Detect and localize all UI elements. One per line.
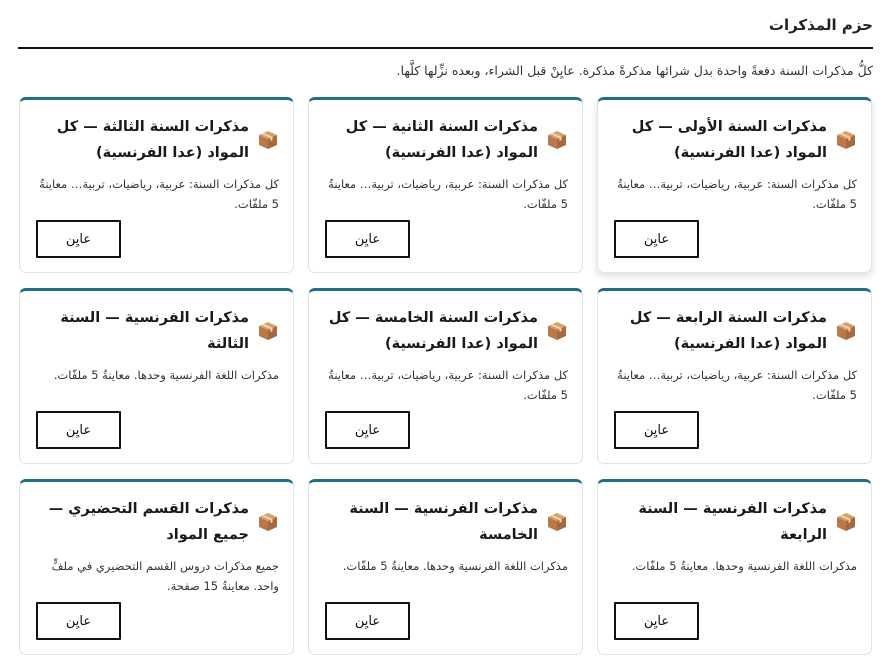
bundle-description: جميع مذكرات دروس القسم التحضيري في ملفٍّ واحد. معاينةُ 15 صفحة. <box>51 559 279 593</box>
bundle-title: مذكرات السنة الخامسة — كل المواد (عدا الفرنسية) <box>328 310 538 352</box>
bundles-grid <box>19 97 872 655</box>
bundle-title: مذكرات الفرنسية — السنة الرابعة <box>638 501 827 543</box>
view-bundle-button[interactable]: عايِن <box>36 220 121 258</box>
package-icon <box>257 320 279 342</box>
view-bundle-button[interactable]: عايِن <box>325 602 410 640</box>
bundle-card <box>308 288 583 464</box>
bundle-title: مذكرات السنة الرابعة — كل المواد (عدا الفرنسية) <box>629 310 827 352</box>
bundle-card <box>19 97 294 273</box>
bundle-card <box>597 97 872 273</box>
bundle-card <box>597 288 872 464</box>
bundle-description: مذكرات اللغة الفرنسية وحدها. معاينةُ 5 ملفّات. <box>342 559 568 573</box>
bundle-card <box>597 479 872 655</box>
package-icon <box>546 129 568 151</box>
bundle-description: كل مذكرات السنة: عربية، رياضيات، تربية… معاينةُ 5 ملفّات. <box>328 177 568 211</box>
view-bundle-button[interactable]: عايِن <box>325 411 410 449</box>
bundle-card <box>308 97 583 273</box>
bundle-title: مذكرات القسم التحضيري — جميع المواد <box>48 501 249 543</box>
package-icon <box>835 320 857 342</box>
bundle-title: مذكرات السنة الأولى — كل المواد (عدا الفرنسية) <box>631 119 827 161</box>
view-bundle-button[interactable]: عايِن <box>36 602 121 640</box>
bundle-description: كل مذكرات السنة: عربية، رياضيات، تربية… معاينةُ 5 ملفّات. <box>617 177 857 211</box>
title-divider <box>18 47 873 49</box>
bundle-card <box>19 479 294 655</box>
bundle-title: مذكرات السنة الثالثة — كل المواد (عدا الفرنسية) <box>56 119 249 161</box>
bundle-description: مذكرات اللغة الفرنسية وحدها. معاينةُ 5 ملفّات. <box>631 559 857 573</box>
bundle-title: مذكرات الفرنسية — السنة الخامسة <box>349 501 538 543</box>
bundle-description: مذكرات اللغة الفرنسية وحدها. معاينةُ 5 ملفّات. <box>53 368 279 382</box>
bundle-description: كل مذكرات السنة: عربية، رياضيات، تربية… معاينةُ 5 ملفّات. <box>328 368 568 402</box>
package-icon <box>835 129 857 151</box>
bundle-description: كل مذكرات السنة: عربية، رياضيات، تربية… معاينةُ 5 ملفّات. <box>39 177 279 211</box>
view-bundle-button[interactable]: عايِن <box>614 411 699 449</box>
view-bundle-button[interactable]: عايِن <box>325 220 410 258</box>
view-bundle-button[interactable]: عايِن <box>614 602 699 640</box>
bundle-description: كل مذكرات السنة: عربية، رياضيات، تربية… معاينةُ 5 ملفّات. <box>617 368 857 402</box>
bundle-title: مذكرات السنة الثانية — كل المواد (عدا الفرنسية) <box>345 119 538 161</box>
package-icon <box>546 511 568 533</box>
package-icon <box>835 511 857 533</box>
bundle-card <box>19 288 294 464</box>
view-bundle-button[interactable]: عايِن <box>36 411 121 449</box>
package-icon <box>546 320 568 342</box>
section-title: حزم المذكرات <box>768 16 873 34</box>
intro-text: كلُّ مذكرات السنة دفعةً واحدة بدل شرائها مذكرةً مذكرة. عايِنْ قبل الشراء، وبعده نزِّلها كلَّها. <box>396 63 873 78</box>
bundle-card <box>308 479 583 655</box>
bundle-title: مذكرات الفرنسية — السنة الثالثة <box>60 310 249 352</box>
package-icon <box>257 511 279 533</box>
view-bundle-button[interactable]: عايِن <box>614 220 699 258</box>
package-icon <box>257 129 279 151</box>
